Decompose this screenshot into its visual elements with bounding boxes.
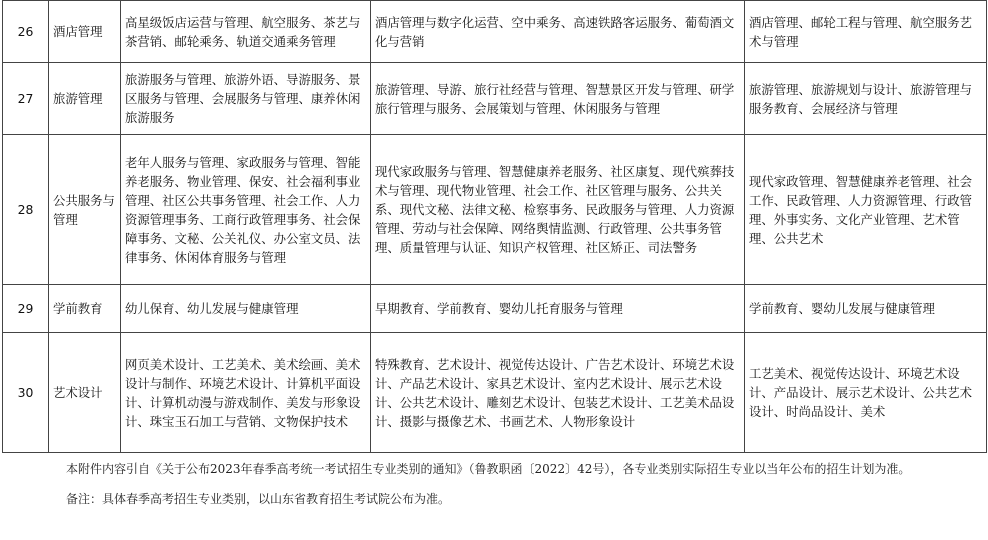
category-name: 学前教育 <box>49 285 121 333</box>
row-number: 29 <box>3 285 49 333</box>
undergraduate-majors-cell: 酒店管理、邮轮工程与管理、航空服务艺术与管理 <box>745 1 987 63</box>
secondary-majors-cell: 高星级饭店运营与管理、航空服务、茶艺与茶营销、邮轮乘务、轨道交通乘务管理 <box>121 1 371 63</box>
higher-vocational-majors-cell: 酒店管理与数字化运营、空中乘务、高速铁路客运服务、葡萄酒文化与营销 <box>371 1 745 63</box>
undergraduate-majors-cell: 工艺美术、视觉传达设计、环境艺术设计、产品设计、展示艺术设计、公共艺术设计、时尚品设计、美术 <box>745 333 987 453</box>
undergraduate-majors-cell: 旅游管理、旅游规划与设计、旅游管理与服务教育、会展经济与管理 <box>745 63 987 135</box>
higher-vocational-majors-cell: 现代家政服务与管理、智慧健康养老服务、社区康复、现代殡葬技术与管理、现代物业管理、社会工作、社区管理与服务、公共关系、现代文秘、法律文秘、检察事务、民政服务与管理、人力资源管理、劳动与社会保障、网络舆情监测、行政管理、公共事务管理、质量管理与认证、知识产权管理、社区矫正、司法警务 <box>371 135 745 285</box>
category-name: 公共服务与管理 <box>49 135 121 285</box>
secondary-majors-cell: 老年人服务与管理、家政服务与管理、智能养老服务、物业管理、保安、社会福利事业管理、社区公共事务管理、社会工作、人力资源管理事务、工商行政管理事务、社会保障事务、文秘、公关礼仪、办公室文员、法律事务、休闲体育服务与管理 <box>121 135 371 285</box>
table-row <box>3 135 987 285</box>
category-name: 旅游管理 <box>49 63 121 135</box>
higher-vocational-majors-cell: 特殊教育、艺术设计、视觉传达设计、广告艺术设计、环境艺术设计、产品艺术设计、家具艺术设计、室内艺术设计、展示艺术设计、公共艺术设计、雕刻艺术设计、包装艺术设计、工艺美术品设计、摄影与摄像艺术、书画艺术、人物形象设计 <box>371 333 745 453</box>
secondary-majors-cell: 幼儿保育、幼儿发展与健康管理 <box>121 285 371 333</box>
table-row <box>3 333 987 453</box>
row-number: 28 <box>3 135 49 285</box>
row-number: 26 <box>3 1 49 63</box>
higher-vocational-majors-cell: 早期教育、学前教育、婴幼儿托育服务与管理 <box>371 285 745 333</box>
table-row <box>3 63 987 135</box>
category-name: 酒店管理 <box>49 1 121 63</box>
source-note: 本附件内容引自《关于公布2023年春季高考统一考试招生专业类别的通知》（鲁教职函〔2022〕42号），各专业类别实际招生专业以当年公布的招生计划为准。 <box>66 462 911 476</box>
remark-note: 备注：具体春季高考招生专业类别，以山东省教育招生考试院公布为准。 <box>66 492 451 506</box>
table-row <box>3 1 987 63</box>
secondary-majors-cell: 网页美术设计、工艺美术、美术绘画、美术设计与制作、环境艺术设计、计算机平面设计、计算机动漫与游戏制作、美发与形象设计、珠宝玉石加工与营销、文物保护技术 <box>121 333 371 453</box>
row-number: 30 <box>3 333 49 453</box>
undergraduate-majors-cell: 现代家政管理、智慧健康养老管理、社会工作、民政管理、人力资源管理、行政管理、外事实务、文化产业管理、艺术管理、公共艺术 <box>745 135 987 285</box>
footnotes <box>66 458 966 510</box>
table-row <box>3 285 987 333</box>
row-number: 27 <box>3 63 49 135</box>
secondary-majors-cell: 旅游服务与管理、旅游外语、导游服务、景区服务与管理、会展服务与管理、康养休闲旅游服务 <box>121 63 371 135</box>
undergraduate-majors-cell: 学前教育、婴幼儿发展与健康管理 <box>745 285 987 333</box>
major-category-table <box>2 0 987 453</box>
category-name: 艺术设计 <box>49 333 121 453</box>
higher-vocational-majors-cell: 旅游管理、导游、旅行社经营与管理、智慧景区开发与管理、研学旅行管理与服务、会展策划与管理、休闲服务与管理 <box>371 63 745 135</box>
